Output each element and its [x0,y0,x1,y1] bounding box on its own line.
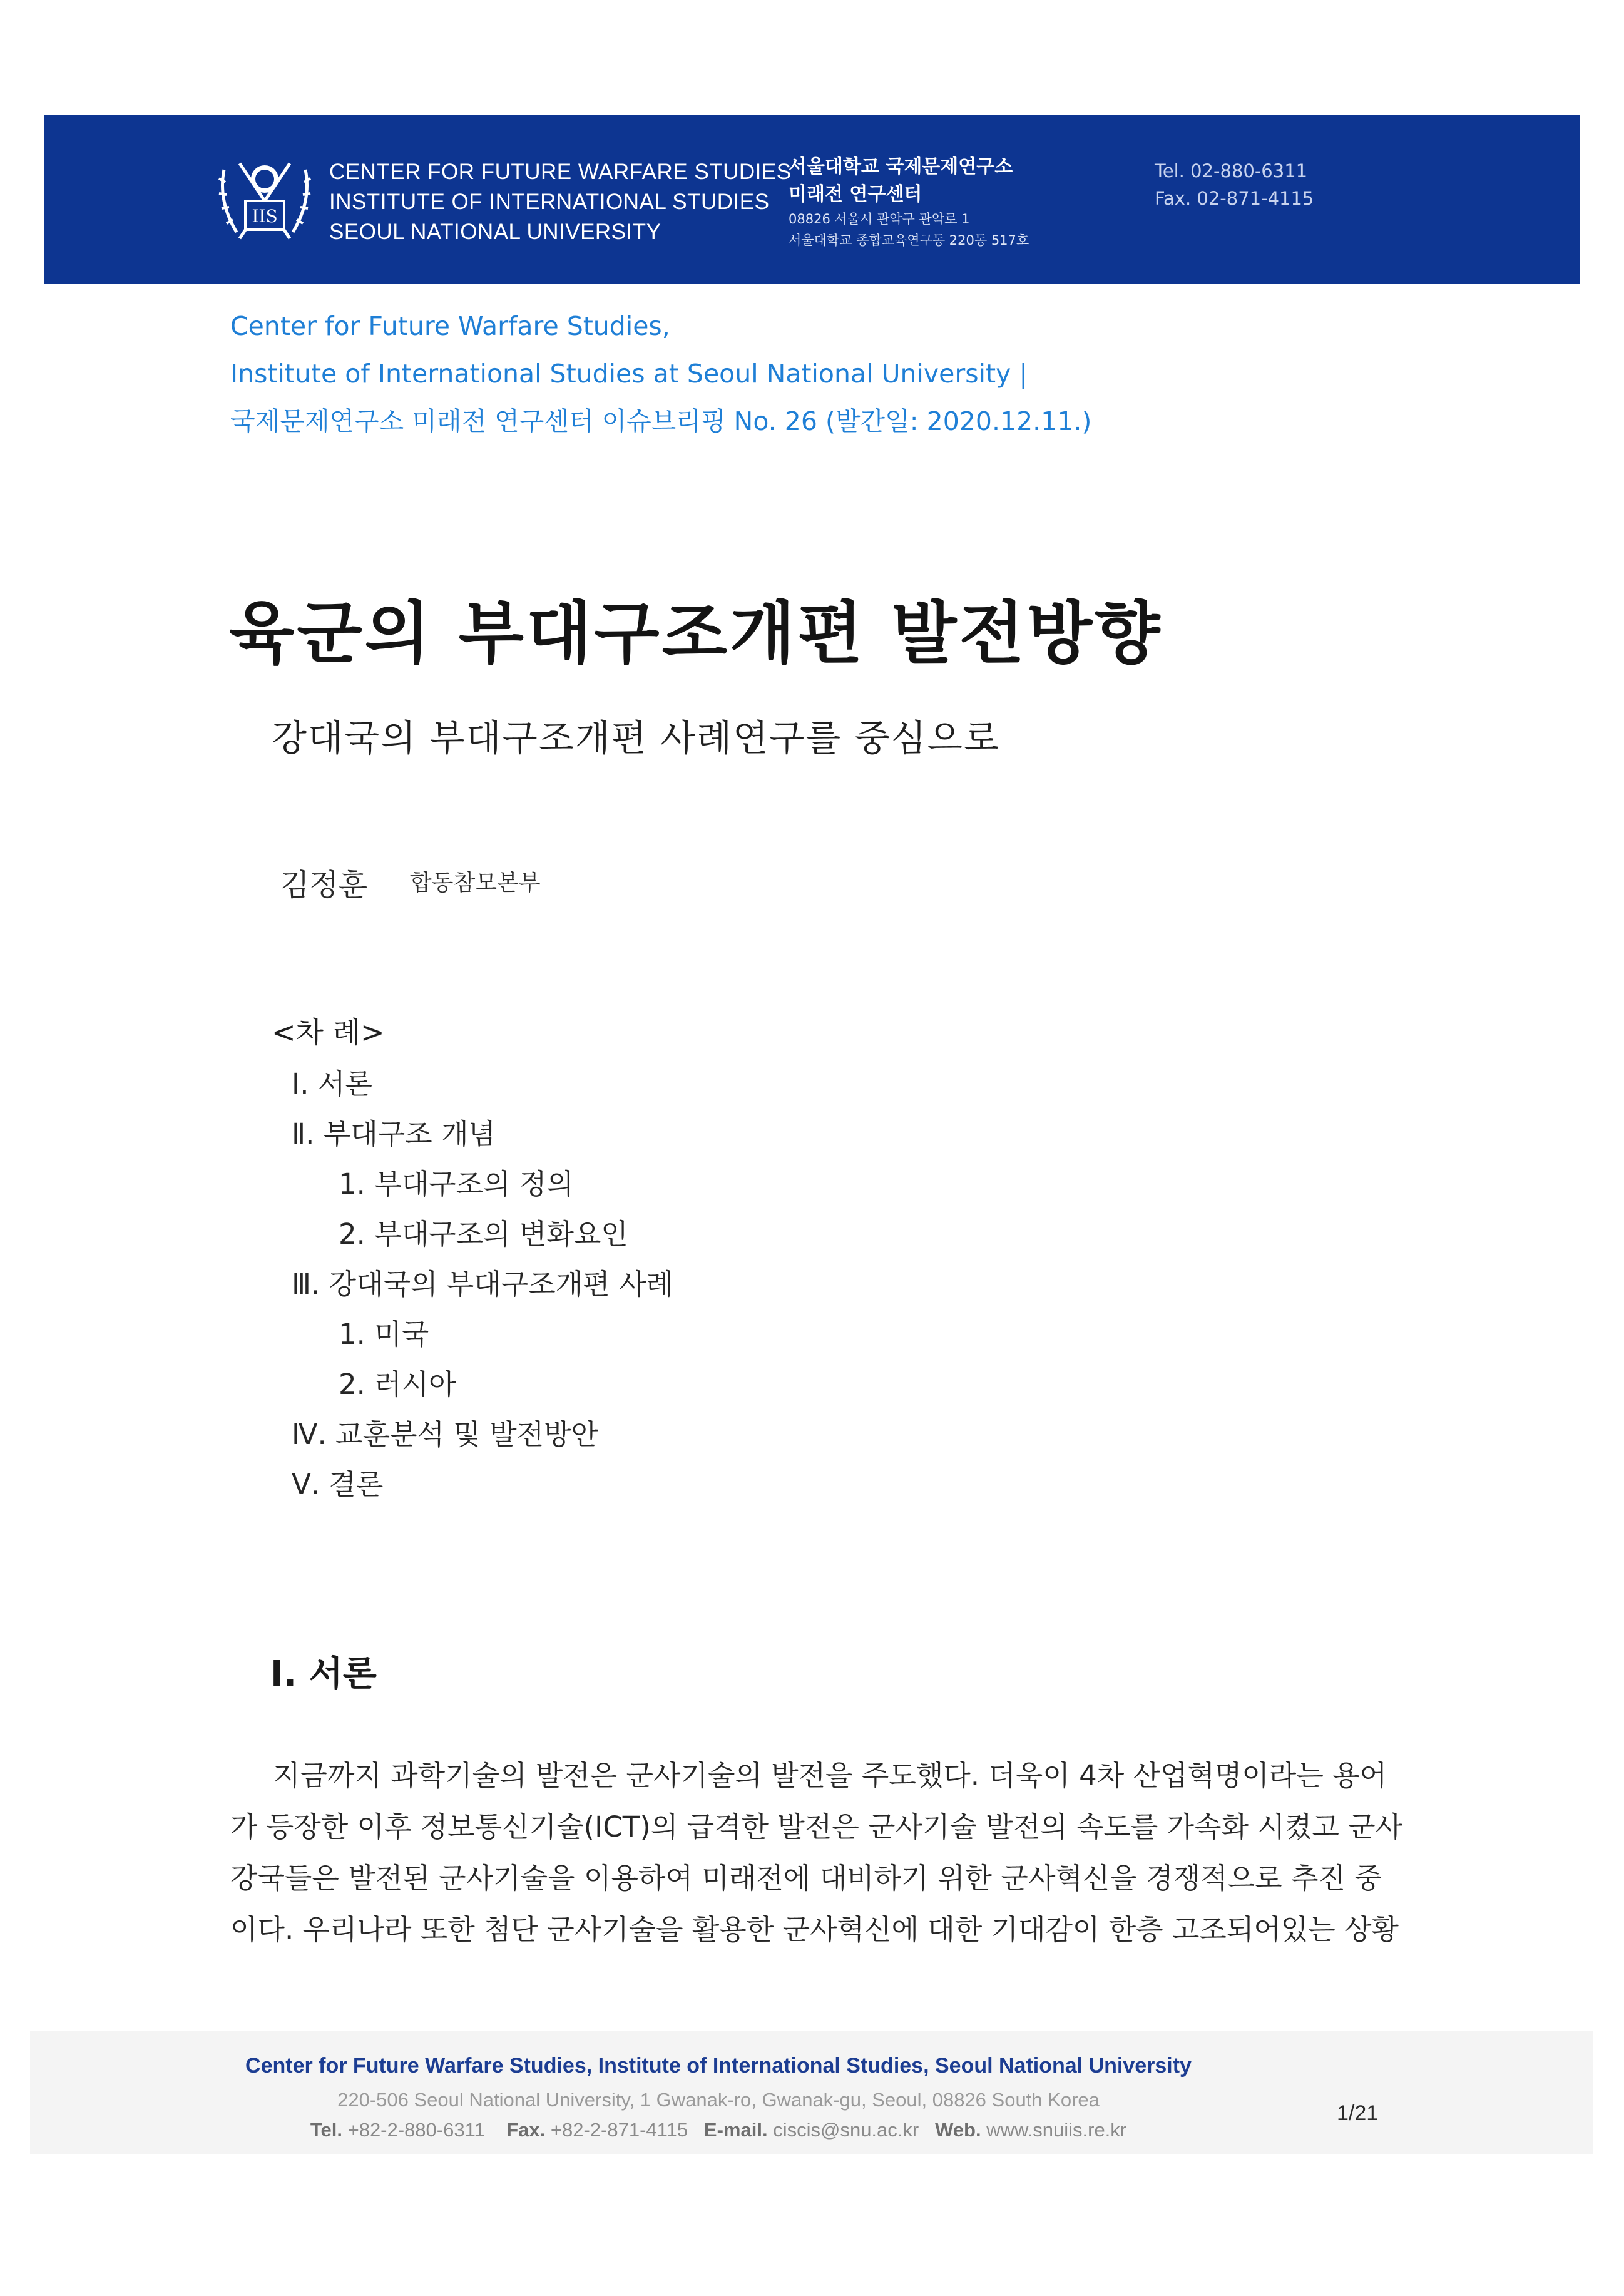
header-band [44,115,1580,284]
header-tel: Tel. 02-880-6311 [1155,160,1308,182]
footer-tel: +82-2-880-6311 [347,2119,485,2141]
document-subtitle: 강대국의 부대구조개편 사례연구를 중심으로 [272,717,1000,759]
footer-email-link[interactable]: ciscis@snu.ac.kr [773,2119,919,2141]
footer-fax: +82-2-871-4115 [550,2119,688,2141]
header-eng-line: SEOUL NATIONAL UNIVERSITY [329,220,661,244]
author-name: 김정훈 [280,868,368,903]
footer-fax-label: Fax. [506,2119,546,2141]
header-kor-title: 서울대학교 국제문제연구소 [789,156,1013,178]
header-fax: Fax. 02-871-4115 [1155,188,1314,209]
body-line: 지금까지 과학기술의 발전은 군사기술의 발전을 주도했다. 더욱이 4차 산업혁명이라는 용어 [273,1759,1387,1792]
intro-line-issue: 국제문제연구소 미래전 연구센터 이슈브리핑 No. 26 (발간일: 2020.12.11.) [230,406,1092,436]
document-title: 육군의 부대구조개편 발전방향 [229,595,1163,673]
footer-tel-label: Tel. [310,2119,342,2141]
intro-line-institute: Institute of International Studies at Seoul National University | [230,359,1028,389]
toc-item: Ⅱ. 부대구조 개념 [292,1117,496,1151]
toc-item: Ⅲ. 강대국의 부대구조개편 사례 [292,1268,673,1301]
footer-email-label: E-mail. [703,2119,768,2141]
toc-subitem: 1. 미국 [339,1318,429,1351]
toc-subitem: 2. 러시아 [339,1368,456,1401]
header-korean-block [789,153,1029,251]
header-eng-line: CENTER FOR FUTURE WARFARE STUDIES [329,160,792,184]
header-eng-line: INSTITUTE OF INTERNATIONAL STUDIES [329,190,770,214]
toc-item: Ⅳ. 교훈분석 및 발전방안 [292,1418,598,1451]
footer-web-label: Web. [935,2119,981,2141]
header-kor-subtitle: 미래전 연구센터 [789,183,922,205]
header-english-names [329,157,792,247]
toc-item: Ⅴ. 결론 [292,1468,384,1501]
header-kor-address-building: 서울대학교 종합교육연구동 220동 517호 [789,233,1029,248]
footer-title: Center for Future Warfare Studies, Institute of International Studies, Seoul National University [245,2054,1192,2078]
body-line: 강국들은 발전된 군사기술을 이용하여 미래전에 대비하기 위한 군사혁신을 경쟁적으로 추진 중 [230,1862,1382,1895]
toc-subitem: 1. 부대구조의 정의 [339,1167,574,1201]
footer-contacts [30,2115,1407,2145]
footer-address: 220-506 Seoul National University, 1 Gwanak-ro, Gwanak-gu, Seoul, 08826 South Korea [337,2089,1100,2111]
table-of-contents [292,1059,673,1510]
section-heading-introduction: I. 서론 [270,1654,377,1694]
header-kor-address: 08826 서울시 관악구 관악로 1 [789,212,970,227]
toc-subitem: 2. 부대구조의 변화요인 [339,1217,628,1251]
author-affiliation: 합동참모본부 [410,870,541,896]
body-line: 이다. 우리나라 또한 첨단 군사기술을 활용한 군사혁신에 대한 기대감이 한층 고조되어있는 상황 [230,1913,1399,1946]
toc-item: Ⅰ. 서론 [292,1067,372,1100]
toc-heading: <차 례> [272,1015,385,1049]
header-contact [1155,157,1314,212]
section-body [230,1750,1403,1955]
footer-web-link[interactable]: www.snuiis.re.kr [986,2119,1127,2141]
logo-text: IIS [252,206,278,227]
snu-iis-emblem-icon [212,145,318,251]
page-footer [30,2031,1593,2154]
footer-center [30,2050,1407,2145]
issue-intro [230,302,1091,445]
body-line: 가 등장한 이후 정보통신기술(ICT)의 급격한 발전은 군사기술 발전의 속도를 가속화 시켰고 군사 [230,1810,1403,1843]
intro-line-center: Center for Future Warfare Studies, [230,311,670,341]
page-number: 1/21 [1337,2101,1379,2125]
